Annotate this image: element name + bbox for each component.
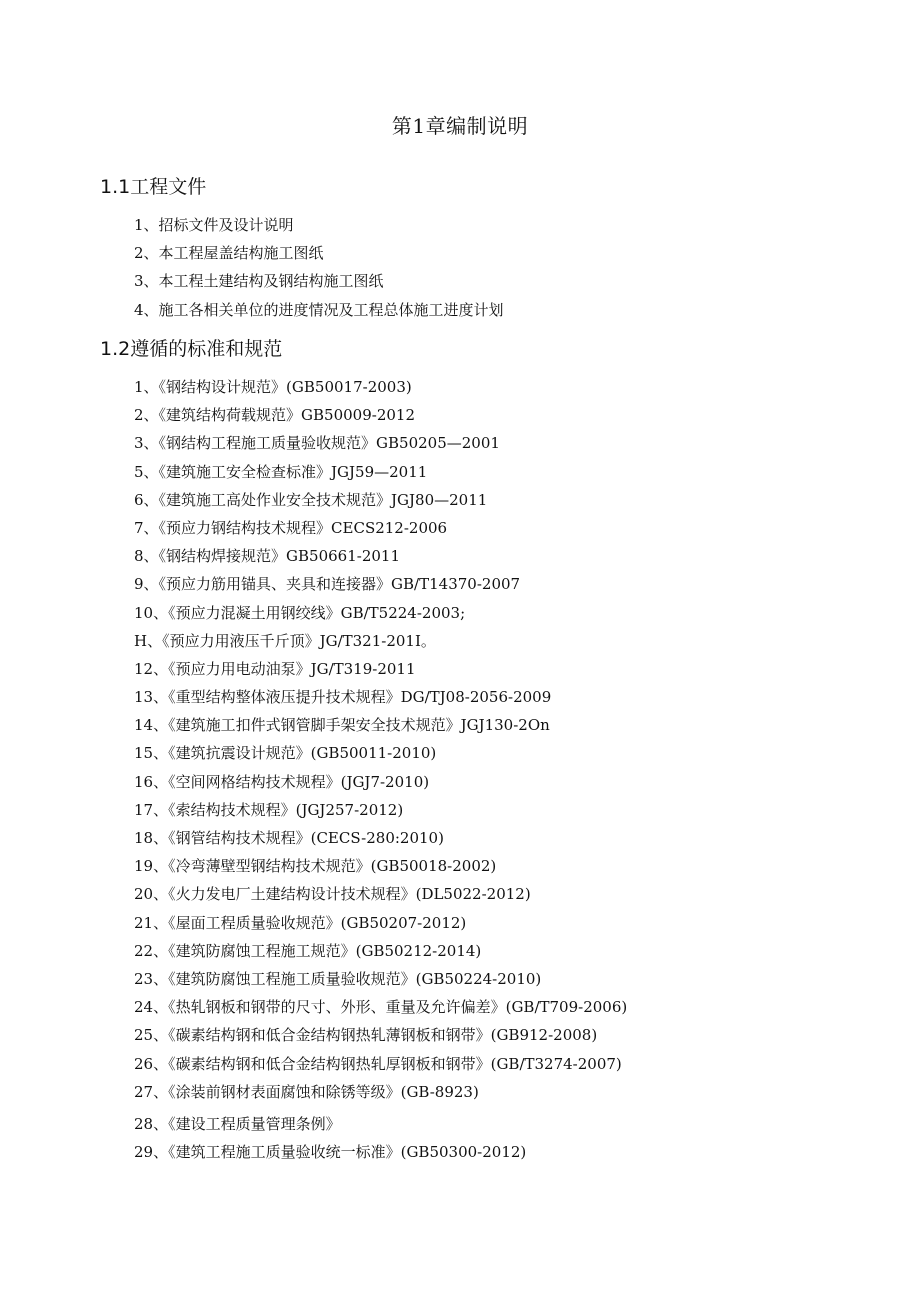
list-item: 17、《索结构技术规程》(JGJ257-2012) [134,800,404,819]
list-item: 24、《热轧钢板和钢带的尺寸、外形、重量及允许偏差》(GB/T709-2006) [134,998,628,1017]
list-item: 25、《碳素结构钢和低合金结构钢热轧薄钢板和钢带》(GB912-2008) [134,1026,598,1045]
list-item: 19、《冷弯薄壁型钢结构技术规范》(GB50018-2002) [134,857,497,876]
list-item: 3、《钢结构工程施工质量验收规范》GB50205—2001 [134,434,500,453]
standards-list [134,373,627,1106]
list-item: 9、《预应力筋用锚具、夹具和连接器》GB/T14370-2007 [134,575,521,594]
list-item: 6、《建筑施工高处作业安全技术规范》JGJ80—2011 [134,490,488,509]
list-item: 7、《预应力钢结构技术规程》CECS212-2006 [134,518,448,537]
list-item: H、《预应力用液压千斤顶》JG/T321-201I。 [134,631,436,650]
list-item: 21、《屋面工程质量验收规范》(GB50207-2012) [134,913,467,932]
list-item: 18、《钢管结构技术规程》(CECS-280:2010) [134,829,444,847]
list-item: 29、《建筑工程施工质量验收统一标准》(GB50300-2012) [134,1143,527,1162]
list-item: 15、《建筑抗震设计规范》(GB50011-2010) [134,744,437,763]
list-item: 23、《建筑防腐蚀工程施工质量验收规范》(GB50224-2010) [134,969,542,988]
list-item: 2、本工程屋盖结构施工图纸 [134,244,324,263]
list-item: 12、《预应力用电动油泵》JG/T319-2011 [134,659,416,678]
standards-list-continued [134,1110,526,1166]
list-item: 5、《建筑施工安全检查标准》JGJ59—2011 [134,462,428,481]
list-item: 2、《建筑结构荷载规范》GB50009-2012 [134,406,416,425]
list-item: 1、招标文件及设计说明 [134,216,294,234]
section-heading-standards: 1.2遵循的标准和规范 [100,338,283,360]
list-item: 26、《碳素结构钢和低合金结构钢热轧厚钢板和钢带》(GB/T3274-2007) [134,1054,622,1073]
list-item: 20、《火力发电厂土建结构设计技术规程》(DL5022-2012) [134,885,531,904]
list-item: 13、《重型结构整体液压提升技术规程》DG/TJ08-2056-2009 [134,688,552,707]
list-item: 14、《建筑施工扣件式钢管脚手架安全技术规范》JGJ130-2On [134,716,550,735]
project-documents-list [134,211,504,324]
list-item: 1、《钢结构设计规范》(GB50017-2003) [134,378,412,396]
list-item: 16、《空间网格结构技术规程》(JGJ7-2010) [134,772,430,791]
list-item: 3、本工程土建结构及钢结构施工图纸 [134,272,384,291]
list-item: 28、《建设工程质量管理条例》 [134,1115,341,1133]
list-item: 27、《涂装前钢材表面腐蚀和除锈等级》(GB-8923) [134,1082,479,1101]
list-item: 10、《预应力混凝土用钢绞线》GB/T5224-2003; [134,603,466,622]
list-item: 22、《建筑防腐蚀工程施工规范》(GB50212-2014) [134,941,482,960]
list-item: 8、《钢结构焊接规范》GB50661-2011 [134,547,401,566]
section-heading-project-documents: 1.1工程文件 [100,176,207,198]
list-item: 4、施工各相关单位的进度情况及工程总体施工进度计划 [134,300,504,319]
chapter-title: 第1章编制说明 [391,114,529,138]
